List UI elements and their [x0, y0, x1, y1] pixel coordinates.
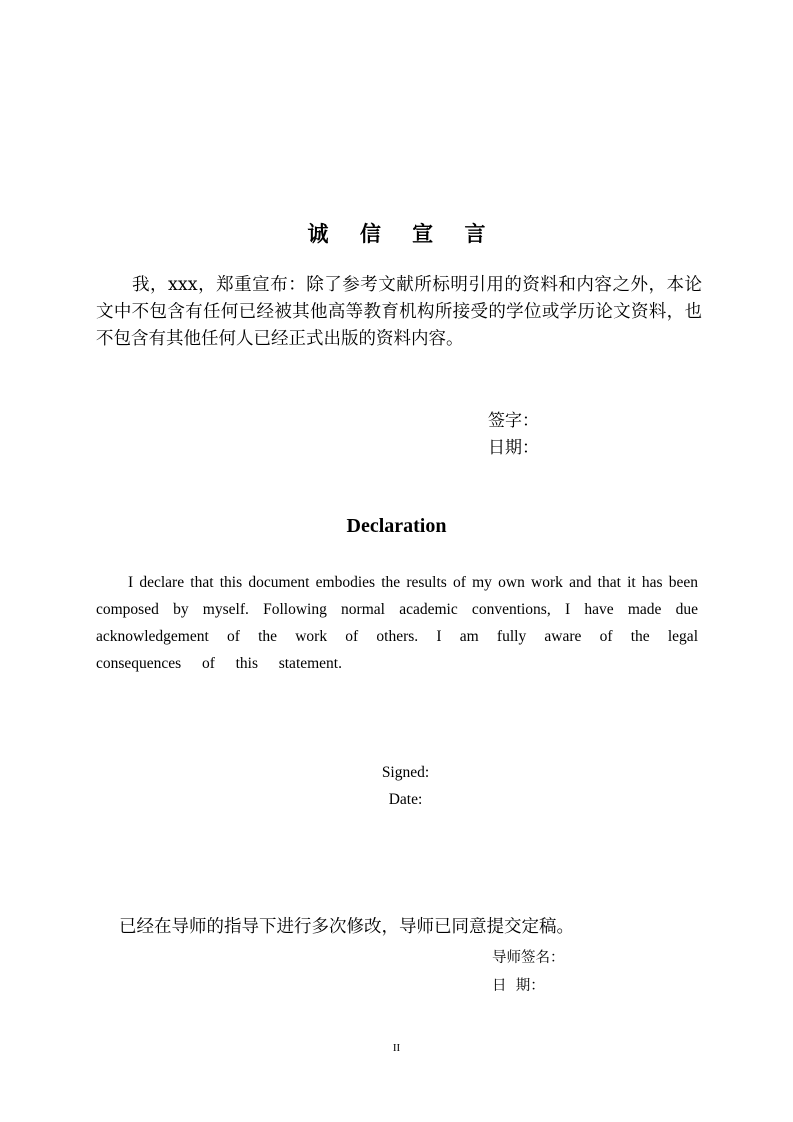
chinese-date-label: 日期： — [488, 438, 539, 458]
chinese-declaration-title: 诚 信 宣 言 — [307, 222, 498, 246]
supervisor-signature-label: 导师签名： — [492, 950, 565, 966]
chinese-declaration-body: 我，xxx，郑重宣布：除了参考文献所标明引用的资料和内容之外，本论文中不包含有任何已经被其他高等教育机构所接受的学位或学历论文资料，也不包含有其他任何人已经正式出版的资料内容。 — [96, 275, 702, 349]
english-declaration-title: Declaration — [346, 515, 447, 537]
page-number: II — [392, 1042, 401, 1054]
supervisor-signature-block — [492, 944, 565, 1000]
english-declaration-body-last-line: consequences of this statement. — [96, 655, 342, 672]
english-declaration-body: I declare that this document embodies the results of my own work and that it has been composed by myself. Following normal academic conventions, I have made due acknowledgement of the work of others. I am fully aware of the legal — [96, 574, 698, 645]
supervisor-approval-note: 已经在导师的指导下进行多次修改，导师已同意提交定稿。 — [119, 917, 574, 937]
english-date-label: Date: — [388, 791, 423, 808]
english-signature-block — [0, 759, 793, 813]
supervisor-date-label: 日 期： — [492, 978, 545, 994]
signed-label: Signed: — [381, 764, 430, 781]
chinese-signature-block — [488, 408, 539, 462]
chinese-signature-label: 签字： — [488, 411, 539, 431]
